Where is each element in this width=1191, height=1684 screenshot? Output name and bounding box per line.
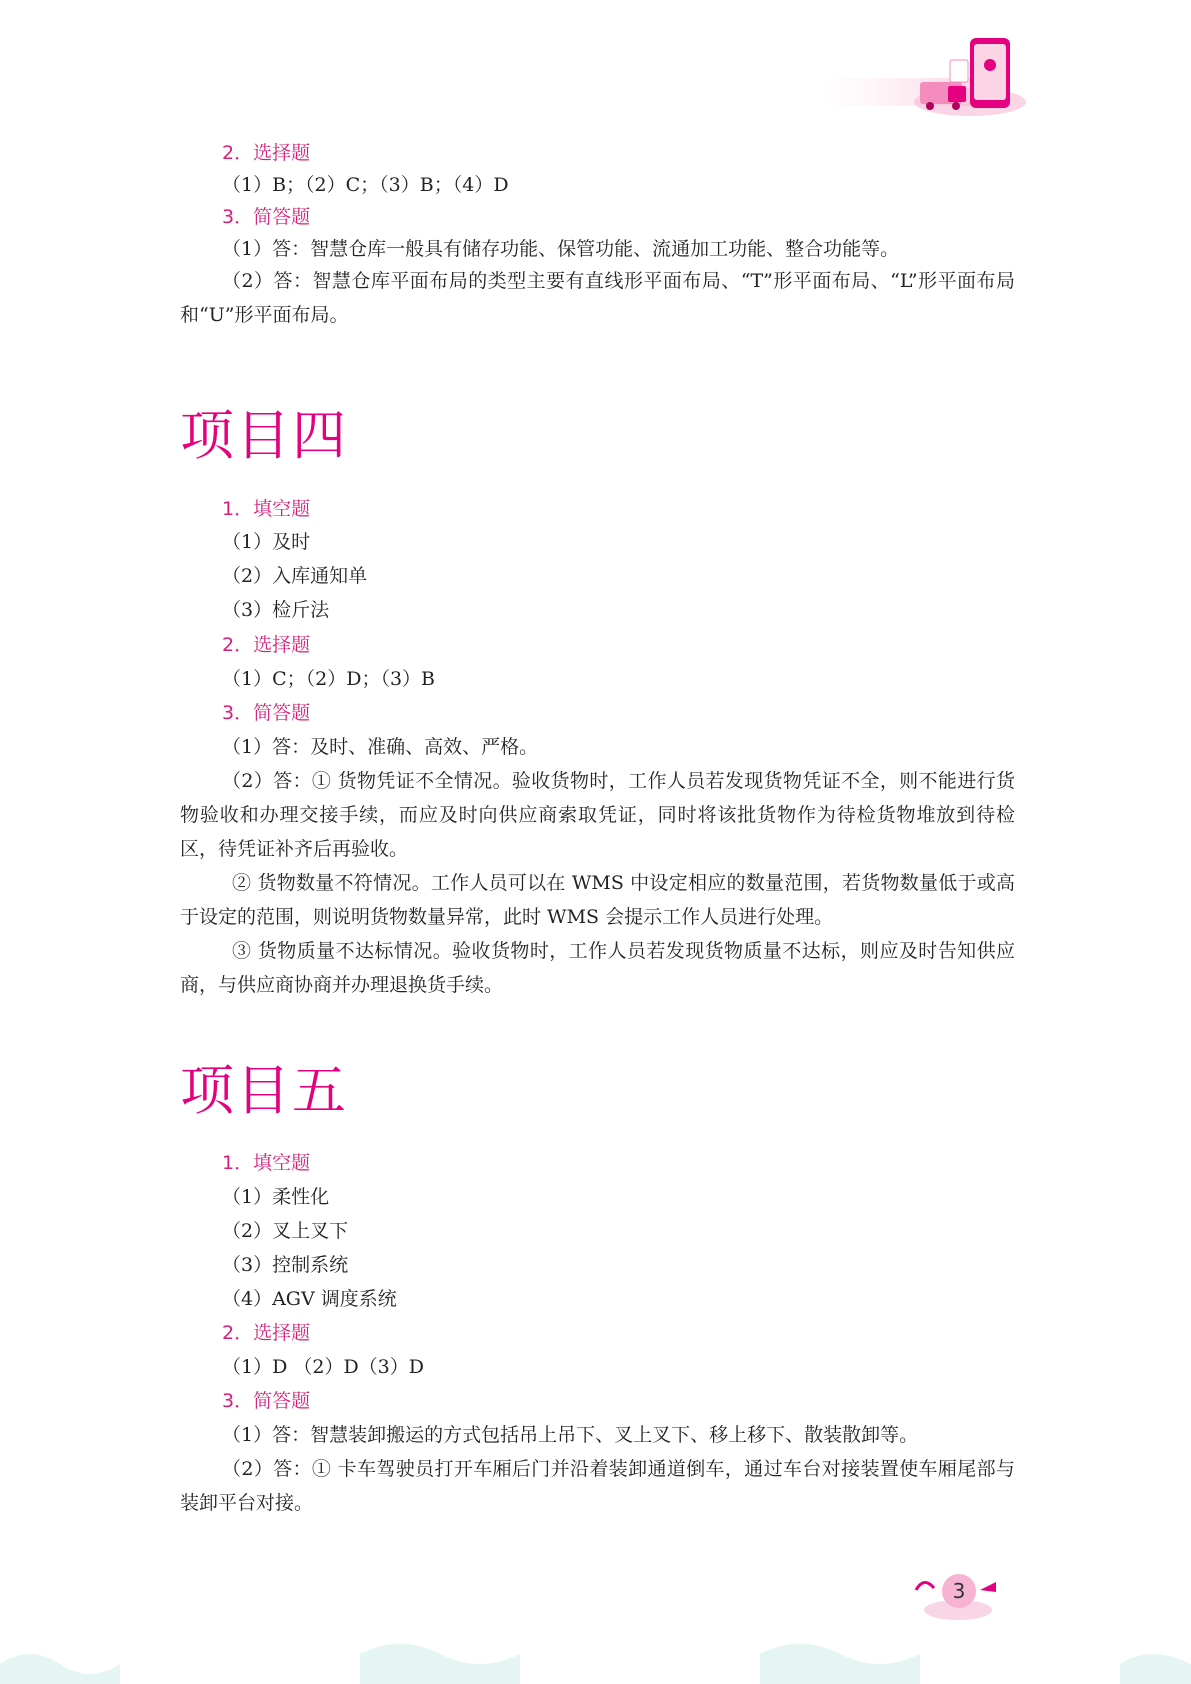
page-number: 3 xyxy=(942,1574,976,1608)
project5-q3-answer-2-p1: （2）答：① 卡车驾驶员打开车厢后门并沿着装卸通道倒车，通过车台对接装置使车厢尾部与装卸平台对接。 xyxy=(180,1458,1015,1514)
project5-q1-answer-1: （1）柔性化 xyxy=(222,1186,330,1208)
section3-q3-answer-2: （2）答：智慧仓库平面布局的类型主要有直线形平面布局、“T”形平面布局、“L”形平面布局和“U”形平面布局。 xyxy=(180,270,1015,326)
project4-q3-answer-1: （1）答：及时、准确、高效、严格。 xyxy=(222,736,539,758)
project4-q2-heading: 2．选择题 xyxy=(222,634,311,656)
project4-title: 项目四 xyxy=(180,404,348,467)
project4-q3-heading: 3．简答题 xyxy=(222,702,311,724)
truck-phone-illustration-icon xyxy=(820,20,1050,130)
project4-q3-answer-2-p1: （2）答：① 货物凭证不全情况。验收货物时，工作人员若发现货物凭证不全，则不能进行货物验收和办理交接手续，而应及时向供应商索取凭证，同时将该批货物作为待检货物堆放到待检区，待凭证补齐后再验收。 xyxy=(180,770,1015,860)
section3-q2-answer: （1）B；（2）C；（3）B；（4）D xyxy=(222,174,509,196)
project5-q2-answer: （1）D （2）D（3）D xyxy=(222,1356,425,1378)
project5-q1-answer-2: （2）叉上叉下 xyxy=(222,1220,349,1242)
section3-q3-answer-1: （1）答：智慧仓库一般具有储存功能、保管功能、流通加工功能、整合功能等。 xyxy=(222,238,900,260)
project4-q1-heading: 1．填空题 xyxy=(222,498,311,520)
project5-q1-answer-3: （3）控制系统 xyxy=(222,1254,349,1276)
page-badge xyxy=(908,1560,1008,1630)
project5-q2-heading: 2．选择题 xyxy=(222,1322,311,1344)
section3-q3-heading: 3．简答题 xyxy=(222,206,311,228)
project4-q1-answer-3: （3）检斤法 xyxy=(222,599,330,621)
project5-q1-heading: 1．填空题 xyxy=(222,1152,311,1174)
project4-q1-answer-2: （2）入库通知单 xyxy=(222,565,368,587)
project5-title: 项目五 xyxy=(180,1059,348,1122)
project4-q3-answer-2-p2: ② 货物数量不符情况。工作人员可以在 WMS 中设定相应的数量范围，若货物数量低于或高于设定的范围，则说明货物数量异常，此时 WMS 会提示工作人员进行处理。 xyxy=(180,872,1015,928)
footer-watermark-icon xyxy=(0,1624,1191,1684)
project4-q3-answer-2-p3: ③ 货物质量不达标情况。验收货物时，工作人员若发现货物质量不达标，则应及时告知供应商，与供应商协商并办理退换货手续。 xyxy=(180,940,1015,996)
project5-q3-heading: 3．简答题 xyxy=(222,1390,311,1412)
project5-q3-answer-1: （1）答：智慧装卸搬运的方式包括吊上吊下、叉上叉下、移上移下、散装散卸等。 xyxy=(222,1424,919,1446)
project5-q1-answer-4: （4）AGV 调度系统 xyxy=(222,1288,397,1310)
section3-q2-heading: 2．选择题 xyxy=(222,142,311,164)
project4-q2-answer: （1）C；（2）D；（3）B xyxy=(222,668,435,690)
project4-q1-answer-1: （1）及时 xyxy=(222,531,311,553)
